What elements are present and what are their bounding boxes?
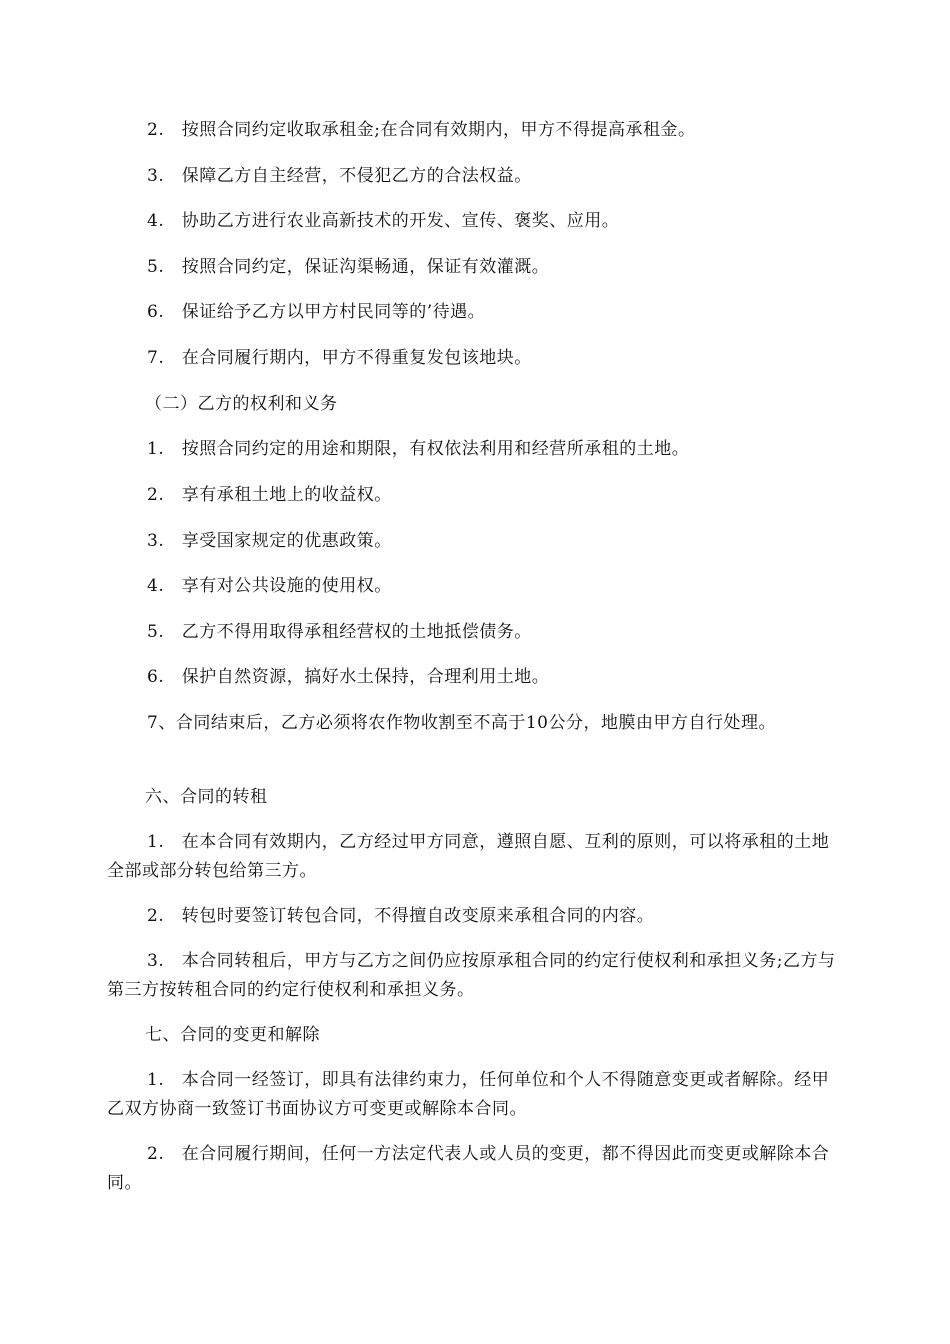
paragraph: 2. 按照合同约定收取承租金;在合同有效期内，甲方不得提高承租金。 xyxy=(147,120,696,140)
paragraph: 2. 在合同履行期间，任何一方法定代表人或人员的变更，都不得因此而变更或解除本合同。 xyxy=(107,1144,830,1193)
paragraph: 1. 在本合同有效期内，乙方经过甲方同意，遵照自愿、互利的原则，可以将承租的土地全部或部分转包给第三方。 xyxy=(107,832,830,881)
paragraph: 1. 按照合同约定的用途和期限，有权依法利用和经营所承租的土地。 xyxy=(147,439,690,459)
paragraph: 3. 本合同转租后，甲方与乙方之间仍应按原承租合同的约定行使权利和承担义务;乙方与第三方按转租合同的约定行使权利和承担义务。 xyxy=(107,951,836,1000)
paragraph: 7、合同结束后，乙方必须将农作物收割至不高于10公分，地膜由甲方自行处理。 xyxy=(147,713,776,733)
paragraph: 2. 转包时要签订转包合同，不得擅自改变原来承租合同的内容。 xyxy=(147,906,655,926)
paragraph: 5. 按照合同约定，保证沟渠畅通，保证有效灌溉。 xyxy=(147,257,550,277)
paragraph: 3. 享受国家规定的优惠政策。 xyxy=(147,531,392,551)
paragraph: 4. 享有对公共设施的使用权。 xyxy=(147,576,392,596)
paragraph: 5. 乙方不得用取得承租经营权的土地抵偿债务。 xyxy=(147,622,532,642)
paragraph: 2. 享有承租土地上的收益权。 xyxy=(147,485,392,505)
paragraph: 6. 保护自然资源，搞好水土保持，合理利用土地。 xyxy=(147,667,550,687)
section-heading: 六、合同的转租 xyxy=(145,787,268,807)
paragraph: 1. 本合同一经签订，即具有法律约束力，任何单位和个人不得随意变更或者解除。经甲乙双方协商一致签订书面协议方可变更或解除本合同。 xyxy=(107,1070,830,1119)
paragraph: 3. 保障乙方自主经营，不侵犯乙方的合法权益。 xyxy=(147,166,532,186)
section-heading: 七、合同的变更和解除 xyxy=(145,1025,320,1045)
paragraph: 6. 保证给予乙方以甲方村民同等的’待遇。 xyxy=(147,302,486,322)
section-heading: （二）乙方的权利和义务 xyxy=(145,394,338,414)
paragraph: 7. 在合同履行期内，甲方不得重复发包该地块。 xyxy=(147,348,532,368)
paragraph: 4. 协助乙方进行农业高新技术的开发、宣传、褒奖、应用。 xyxy=(147,211,620,231)
